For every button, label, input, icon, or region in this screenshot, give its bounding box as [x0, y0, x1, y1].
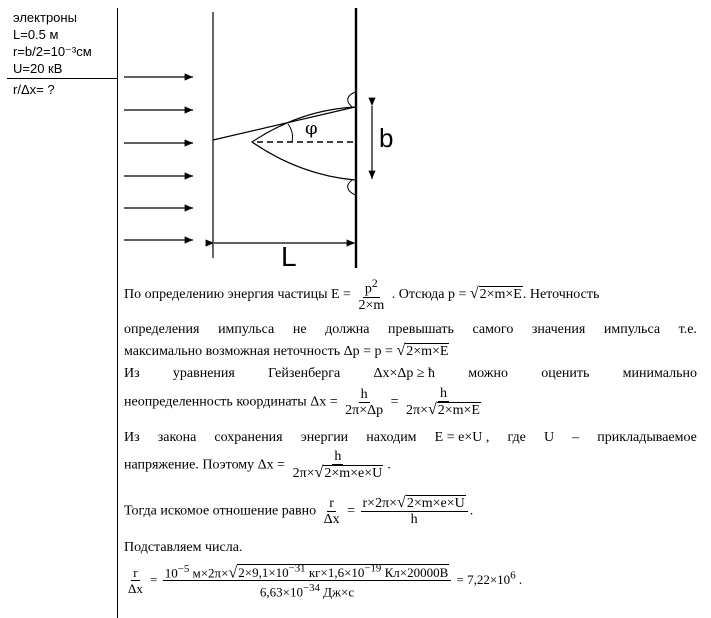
- text: Тогда искомое отношение равно: [124, 503, 317, 519]
- formula-part: h: [360, 386, 368, 402]
- energy-voltage-formula: E = e×U ,: [434, 430, 490, 445]
- final-calculation: [124, 562, 522, 600]
- word: прикладываемое: [597, 430, 697, 445]
- intensity-bump: [348, 92, 355, 107]
- diffraction-envelope: [252, 107, 355, 180]
- formula-part: м×2π×: [189, 565, 229, 581]
- formula-part: 2×m×e×U: [324, 466, 383, 481]
- fraction: $\frac{h}{2\pi\times√2\times m\times E}$: [406, 386, 480, 418]
- text: . Отсюда: [391, 287, 445, 303]
- fraction: [322, 497, 342, 527]
- formula-part: 2×m×E: [437, 403, 480, 418]
- phi-label: φ: [305, 118, 318, 139]
- formula-part: h: [439, 386, 447, 401]
- formula-part: Δx: [128, 580, 143, 596]
- formula-part: Δx =: [310, 394, 338, 410]
- solution-line-8: [124, 496, 473, 527]
- exponent: −19: [364, 563, 382, 575]
- word: должна: [325, 322, 370, 337]
- solution-line-3: максимально возможная неточность Δp = p = √2×m×E: [124, 342, 449, 359]
- word: определения: [124, 322, 200, 337]
- word: т.е.: [678, 322, 697, 337]
- fraction: $\frac{10^{-5} м\times 2\pi\times√2\times 9,1\times 10^{-31} кг\times 1,6\times 10^{-19} Кл\times 20000В}{6,63\times 10^{-34} Дж\times с}$: [163, 562, 452, 600]
- formula-part: .: [469, 503, 474, 519]
- word: Из: [124, 366, 140, 381]
- find-line: r/Δx= ?: [13, 82, 55, 97]
- text: максимально возможная неточность: [124, 344, 341, 359]
- formula-part: 2π×Δp: [345, 402, 384, 418]
- exponent: −34: [302, 582, 320, 595]
- word: импульса: [603, 322, 661, 337]
- angle-arc: [288, 124, 293, 142]
- given-divider: [7, 78, 118, 79]
- formula-part: 2π×: [292, 466, 315, 481]
- given-line: r=b/2=10⁻³см: [13, 44, 92, 59]
- word: уравнения: [172, 366, 235, 381]
- fraction: [356, 277, 386, 313]
- fraction: [126, 566, 145, 596]
- word: минимально: [622, 366, 697, 381]
- formula-part: =: [347, 503, 356, 519]
- word: –: [572, 430, 580, 445]
- solution-line-9: Подставляем числа.: [124, 540, 243, 555]
- word: находим: [366, 430, 417, 445]
- formula-part: Дж×с: [319, 584, 355, 600]
- word: не: [292, 322, 307, 337]
- formula-part: p: [364, 281, 372, 297]
- solution-line-1: По определению энергия частицы E = $\frac{p^2}{2\times m}$ . Отсюда p = √2×m×E. Неточность: [124, 277, 600, 313]
- formula-part: Δp = p =: [343, 344, 393, 359]
- text: . Неточность: [522, 287, 600, 303]
- word: можно: [468, 366, 508, 381]
- word: значения: [531, 322, 586, 337]
- solution-line-2: [124, 322, 697, 338]
- formula-part: p =: [447, 287, 467, 303]
- solution-line-6: [124, 430, 697, 446]
- given-block: [13, 9, 92, 77]
- formula-part: 2×m×E: [406, 344, 449, 359]
- word: где: [507, 430, 526, 445]
- text: напряжение. Поэтому: [124, 457, 255, 473]
- given-line: электроны: [13, 10, 77, 25]
- solution-line-7: [124, 450, 391, 481]
- formula-part: Δx: [323, 511, 340, 527]
- solution-line-5: [124, 387, 485, 418]
- formula-part: 2×m: [358, 297, 385, 313]
- formula-part: r: [133, 564, 138, 580]
- fraction: [343, 388, 385, 418]
- word: энергии: [300, 430, 349, 445]
- formula-part: 6,63×10: [259, 584, 303, 600]
- formula-part: h: [410, 512, 418, 527]
- word: Гейзенберга: [268, 366, 341, 381]
- formula-part: .: [387, 457, 391, 473]
- formula-part: =: [390, 394, 399, 410]
- formula-part: кг×1,6×10: [305, 565, 365, 581]
- word: сохранения: [214, 430, 283, 445]
- L-label: L: [281, 241, 297, 272]
- incident-beam-arrows: [124, 77, 193, 240]
- exponent: 6: [510, 569, 516, 582]
- word: самого: [472, 322, 514, 337]
- exponent: −31: [288, 563, 306, 575]
- formula-part: r×2π×: [362, 496, 398, 511]
- word: U: [543, 430, 555, 445]
- formula-part: r: [329, 495, 334, 511]
- word: импульса: [218, 322, 275, 337]
- fraction: $\frac{r\times 2\pi\times√2\times m\times e\times U}{h}$: [361, 496, 468, 527]
- exponent: −5: [177, 563, 190, 575]
- formula-part: = 7,22×10: [456, 571, 511, 587]
- given-line: L=0.5 м: [13, 27, 59, 42]
- uncertainty-formula: Δx×Δp ≥ ħ: [373, 366, 436, 381]
- text: неопределенность координаты: [124, 394, 307, 410]
- formula-part: 2π×: [406, 403, 428, 418]
- formula-part: E =: [330, 287, 351, 303]
- b-label: b: [379, 123, 394, 153]
- formula-part: h: [334, 449, 342, 464]
- text: По определению энергия частицы: [124, 287, 328, 303]
- exponent: 2: [371, 277, 378, 290]
- formula-part: Δx =: [257, 457, 286, 473]
- intensity-bump: [348, 180, 355, 195]
- given-line: U=20 кВ: [13, 61, 63, 76]
- formula-part: Кл×20000В: [381, 565, 449, 581]
- formula-part: =: [150, 571, 158, 587]
- formula-part: 10: [164, 565, 178, 581]
- word: Из: [124, 430, 140, 445]
- word: оценить: [541, 366, 590, 381]
- formula-part: 2×9,1×10: [238, 565, 289, 581]
- formula-part: .: [518, 571, 523, 587]
- solution-line-4: [124, 366, 697, 382]
- diffraction-diagram: [118, 0, 378, 275]
- word: превышать: [388, 322, 454, 337]
- fraction: $\frac{h}{2\pi\times√2\times m\times e\times U}$: [292, 449, 383, 481]
- ray-line: [213, 107, 355, 140]
- formula-part: 2×m×E: [479, 287, 522, 303]
- formula-part: 2×m×e×U: [406, 496, 465, 511]
- word: закона: [157, 430, 197, 445]
